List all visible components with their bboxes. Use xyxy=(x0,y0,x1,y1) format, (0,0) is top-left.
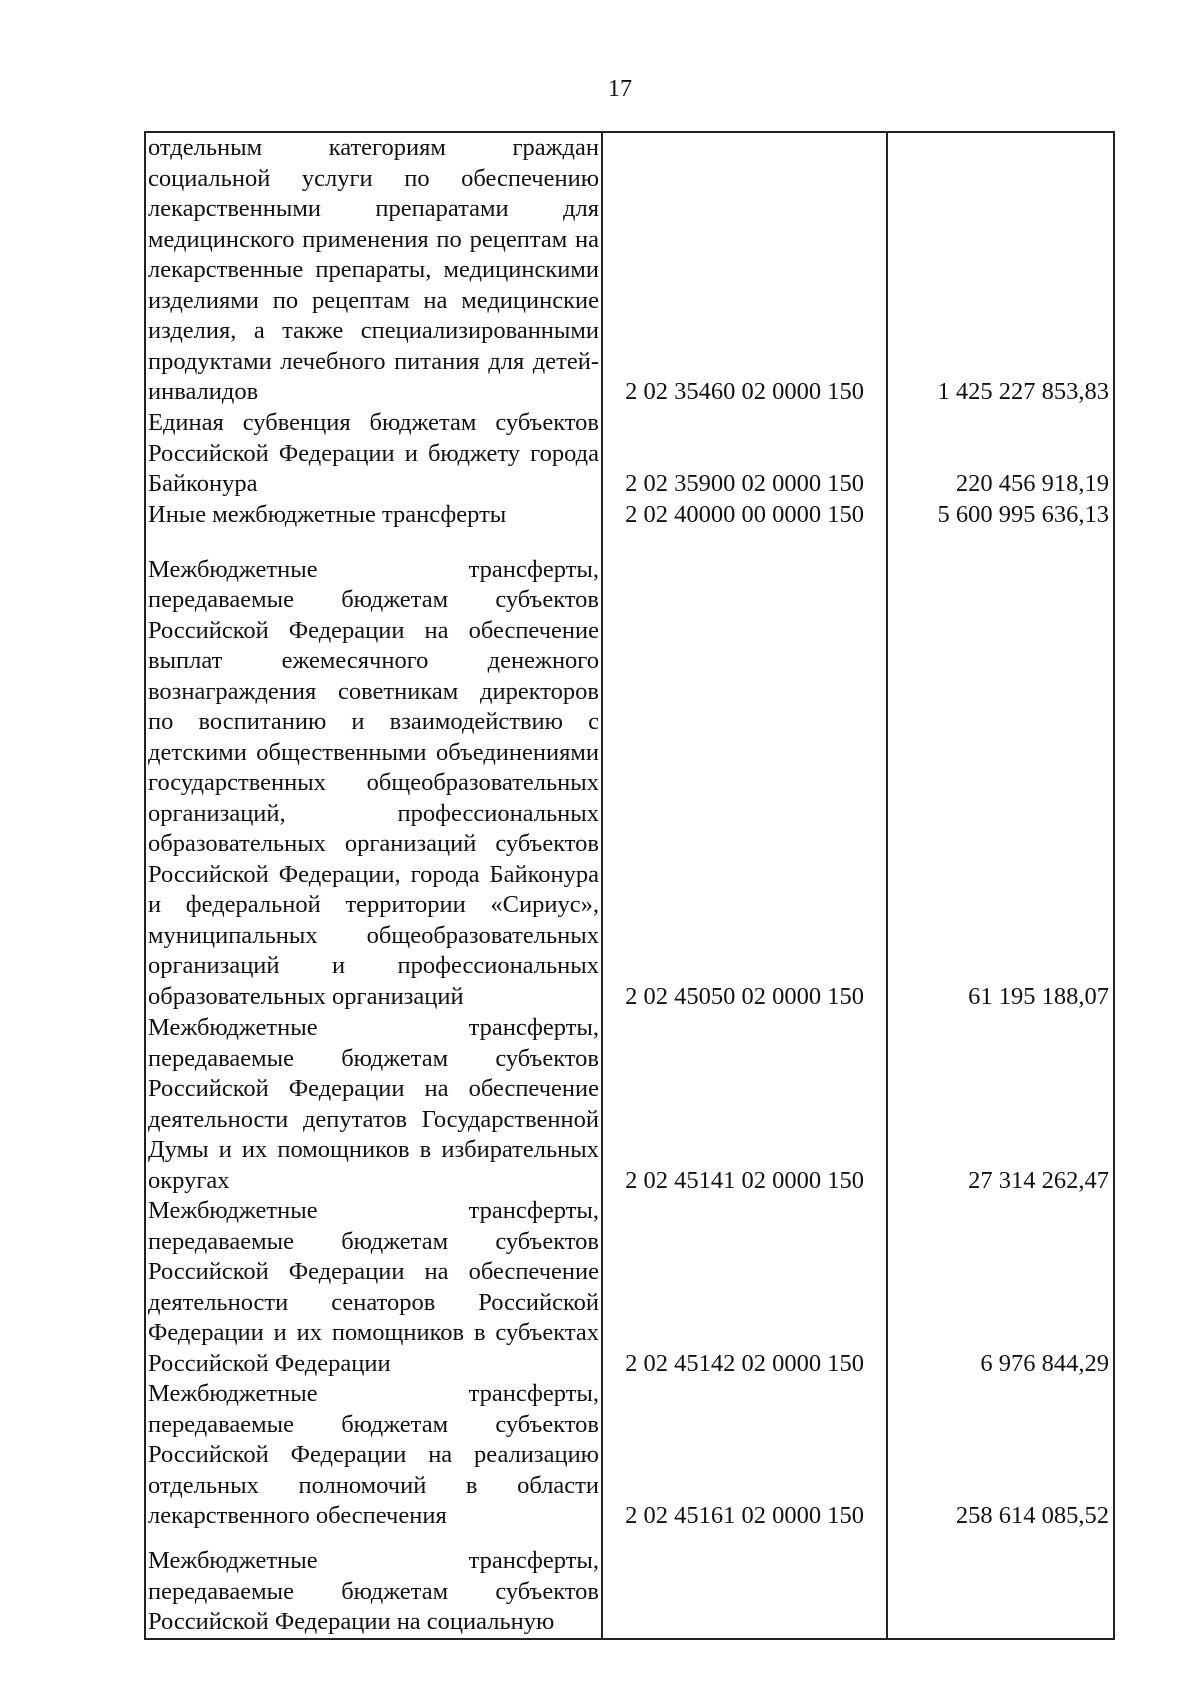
row-name: Иные межбюджетные трансферты xyxy=(145,500,602,531)
row-name: Межбюджетные трансферты, передаваемые бюджетам субъектов Российской Федерации на реализацию отдельных полномочий в области лекарственного обеспечения xyxy=(145,1379,602,1532)
row-name: Межбюджетные трансферты, передаваемые бюджетам субъектов Российской Федерации на обеспечение деятельности сенаторов Российской Федерации и их помощников в субъектах Российской Федерации xyxy=(145,1196,602,1379)
row-code: 2 02 45142 02 0000 150 xyxy=(602,1196,887,1379)
row-amount: 258 614 085,52 xyxy=(887,1379,1114,1532)
row-amount: 61 195 188,07 xyxy=(887,530,1114,1012)
row-code: 2 02 45050 02 0000 150 xyxy=(602,530,887,1012)
page-number: 17 xyxy=(608,76,632,102)
row-code: 2 02 45161 02 0000 150 xyxy=(602,1379,887,1532)
row-amount: 27 314 262,47 xyxy=(887,1012,1114,1196)
row-code: 2 02 45141 02 0000 150 xyxy=(602,1012,887,1196)
row-name: Межбюджетные трансферты, передаваемые бюджетам субъектов Российской Федерации на обеспечение выплат ежемесячного денежного вознаграждения советникам директоров по воспитанию и взаимодействию с детскими общественными объединениями государственных общеобразовательных организаций, профессиональных образовательных организаций субъектов Российской Федерации, города Байконура и федеральной территории «Сириус», муниципальных общеобразовательных организаций и профессиональных образовательных организаций xyxy=(145,530,602,1012)
row-code: 2 02 35900 02 0000 150 xyxy=(602,408,887,500)
row-name: Межбюджетные трансферты, передаваемые бюджетам субъектов Российской Федерации на социальную xyxy=(145,1532,602,1639)
table-row xyxy=(145,1532,1114,1639)
table-row xyxy=(145,530,1114,1012)
row-amount: 5 600 995 636,13 xyxy=(887,500,1114,531)
row-code xyxy=(602,1532,887,1639)
table-row xyxy=(145,1196,1114,1379)
row-name: Межбюджетные трансферты, передаваемые бюджетам субъектов Российской Федерации на обеспечение деятельности депутатов Государственной Думы и их помощников в избирательных округах xyxy=(145,1012,602,1196)
table-row xyxy=(145,1379,1114,1532)
row-name: отдельным категориям граждан социальной услуги по обеспечению лекарственными препаратами для медицинского применения по рецептам на лекарственные препараты, медицинскими изделиями по рецептам на медицинские изделия, а также специализированными продуктами лечебного питания для детей-инвалидов xyxy=(145,132,602,408)
table-row xyxy=(145,1012,1114,1196)
row-amount xyxy=(887,1532,1114,1639)
row-amount: 6 976 844,29 xyxy=(887,1196,1114,1379)
row-amount: 220 456 918,19 xyxy=(887,408,1114,500)
budget-revenue-table xyxy=(144,131,1115,1640)
row-code: 2 02 40000 00 0000 150 xyxy=(602,500,887,531)
table-row xyxy=(145,132,1114,408)
row-amount: 1 425 227 853,83 xyxy=(887,132,1114,408)
table-row xyxy=(145,408,1114,500)
row-name: Единая субвенция бюджетам субъектов Российской Федерации и бюджету города Байконура xyxy=(145,408,602,500)
row-code: 2 02 35460 02 0000 150 xyxy=(602,132,887,408)
table-row xyxy=(145,500,1114,531)
